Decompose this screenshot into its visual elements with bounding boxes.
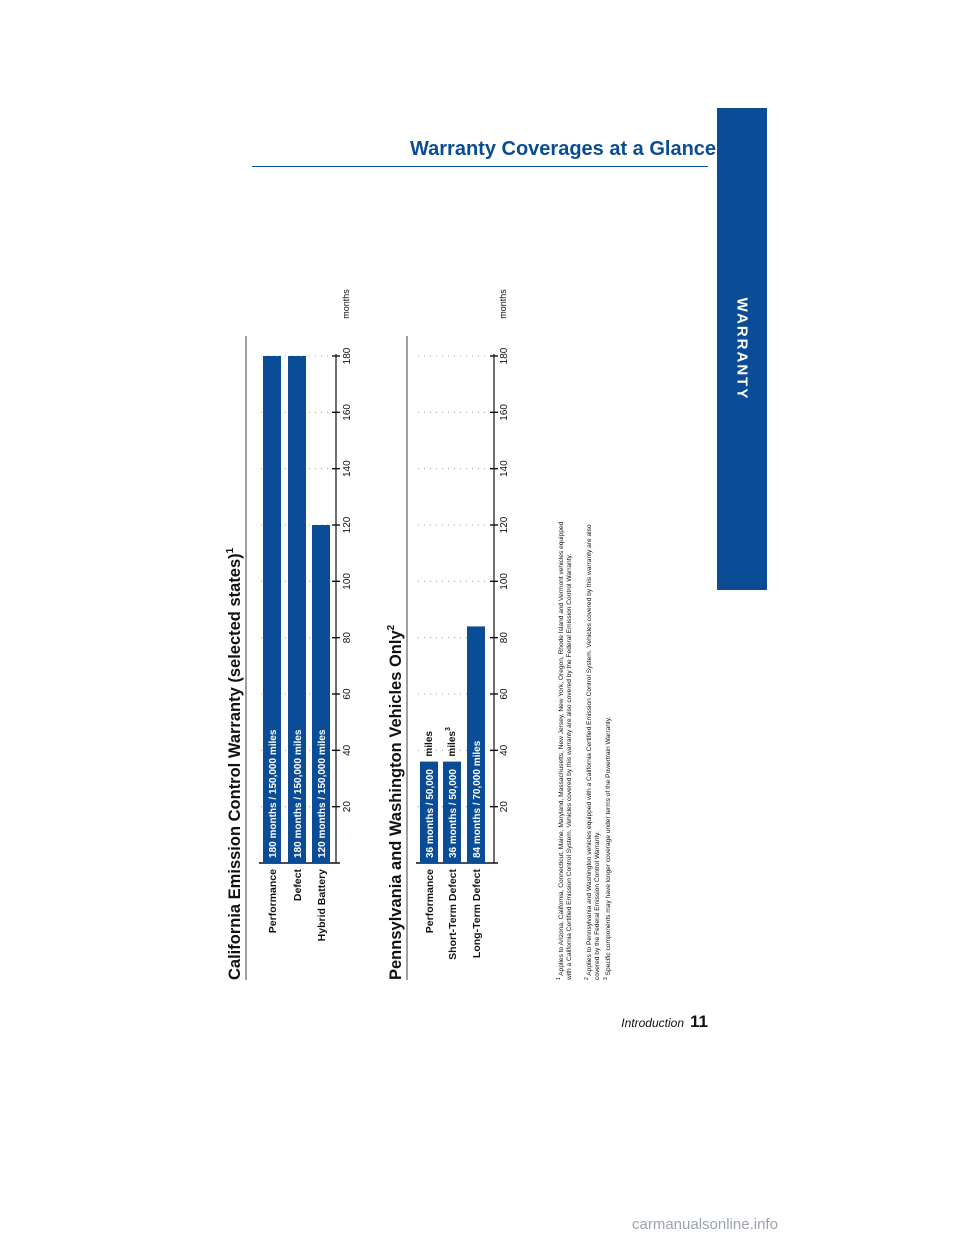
x-tick-label: 180	[499, 347, 510, 365]
footnote-1	[555, 510, 574, 980]
footnote-3-text: Specific components may have longer coverage under terms of the Powertrain Warranty.	[605, 716, 613, 976]
x-tick-label: 60	[499, 688, 510, 700]
category-label: Hybrid Battery	[316, 869, 328, 942]
header-rule	[252, 166, 708, 167]
chart-1	[225, 289, 353, 980]
page-title: Warranty Coverages at a Glance	[410, 138, 717, 160]
bar-label: 120 months / 150,000 miles	[317, 729, 328, 858]
bar-label: 180 months / 150,000 miles	[293, 729, 304, 858]
category-label: Defect	[292, 869, 304, 902]
page-footer	[621, 1012, 708, 1032]
chart-title: Pennsylvania and Washington Vehicles Only$^2$	[386, 624, 405, 980]
x-tick-label: 160	[342, 403, 353, 421]
x-tick-label: 140	[499, 460, 510, 478]
footnote-3	[602, 510, 613, 980]
x-tick-label: 60	[342, 688, 353, 700]
category-label: Performance	[267, 869, 279, 934]
x-tick-label: 20	[342, 801, 353, 813]
footnote-2-text: Applies to Pennsylvania and Washington vehicles equipped with a California Certified Emission Control System. Vehicles covered by this warranty are also covered by the Federal Emission Control Warranty.	[586, 524, 602, 980]
chart-title-footnote-ref: 2	[386, 624, 397, 631]
x-axis-label: months	[341, 289, 351, 319]
x-axis-label: months	[498, 289, 508, 319]
bar-label: 36 months / 50,000	[448, 769, 459, 858]
x-tick-label: 20	[499, 801, 510, 813]
x-tick-label: 100	[342, 572, 353, 590]
x-tick-label: 160	[499, 403, 510, 421]
x-tick-label: 120	[342, 516, 353, 534]
bar-label: 36 months / 50,000	[425, 769, 436, 858]
x-tick-label: 80	[342, 632, 353, 644]
chart-title: California Emission Control Warranty (selected states)$^1$	[225, 547, 244, 980]
page-number: 11	[690, 1012, 708, 1031]
bar-suffix-label: miles	[424, 731, 435, 757]
chart-2	[386, 289, 510, 980]
footnote-3-num: 3	[603, 977, 609, 980]
x-tick-label: 180	[342, 347, 353, 365]
category-label: Short-Term Defect	[447, 869, 459, 960]
footnote-2	[583, 510, 602, 980]
footnote-1-num: 1	[556, 977, 562, 980]
x-tick-label: 40	[342, 744, 353, 756]
x-tick-label: 80	[499, 632, 510, 644]
bar-suffix-label: miles$^3$	[445, 727, 458, 757]
footnote-2-num: 2	[584, 977, 590, 980]
chart-title-footnote-ref: 1	[225, 547, 236, 554]
x-tick-label: 100	[499, 572, 510, 590]
rotated-page	[220, 170, 700, 980]
side-tab-label: WARRANTY	[733, 297, 751, 401]
category-label: Long-Term Defect	[471, 869, 483, 959]
watermark: carmanualsonline.info	[632, 1216, 778, 1233]
footer-section: Introduction	[621, 1016, 685, 1030]
bar-suffix-footnote-ref: 3	[445, 727, 452, 732]
rotated-content	[220, 170, 700, 980]
charts-svg	[220, 170, 700, 980]
x-tick-label: 120	[499, 516, 510, 534]
bar-label: 180 months / 150,000 miles	[268, 729, 279, 858]
footnote-1-text: Applies to Arizona, California, Connecticut, Maine, Maryland, Massachusetts, New Jersey, New York, Oregon, Rhode Island and Vermont vehicles equipped with a California Certified Emission Control System. Vehicles covered by this warranty are also covered by the Federal Emission Control Warranty.	[558, 521, 574, 980]
bar-label: 84 months / 70,000 miles	[472, 740, 483, 858]
x-tick-label: 40	[499, 744, 510, 756]
x-tick-label: 140	[342, 460, 353, 478]
category-label: Performance	[424, 869, 436, 934]
